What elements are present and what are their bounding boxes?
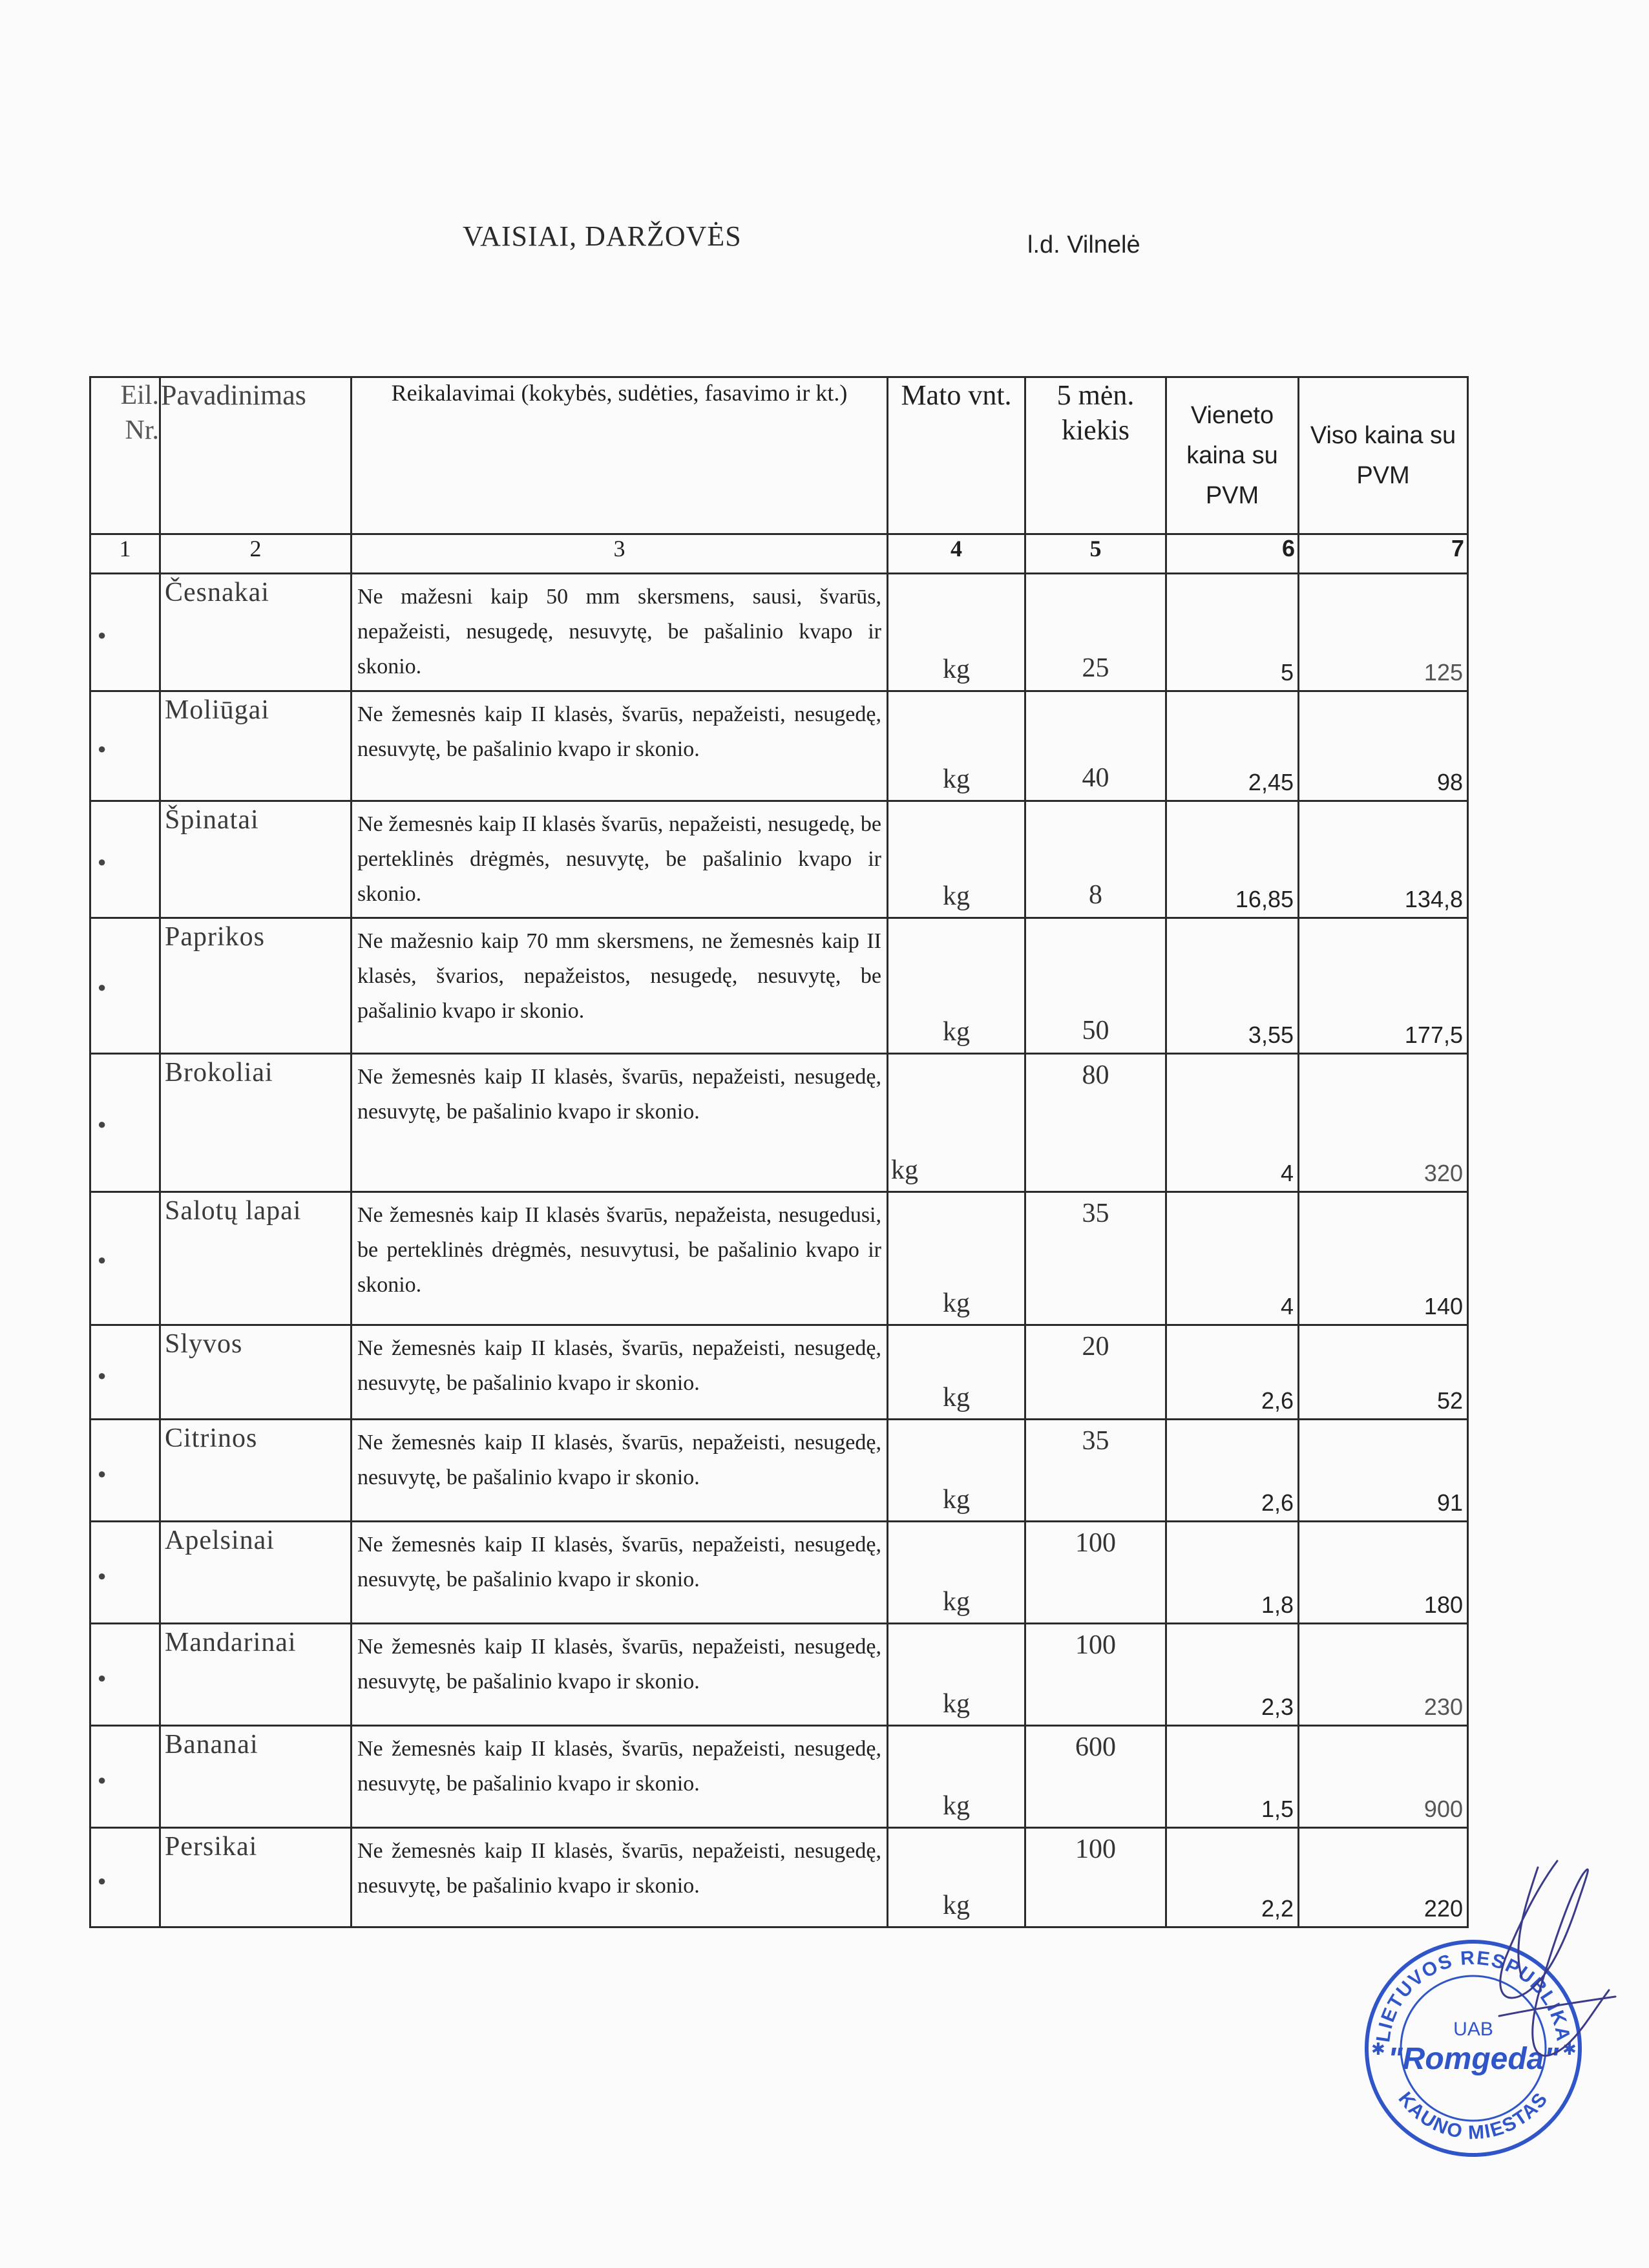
unit-price-cell [1166, 1054, 1299, 1192]
total-price-value: 900 [1423, 1796, 1463, 1822]
total-price-cell [1299, 1192, 1468, 1325]
table-row [90, 1726, 1468, 1828]
unit-value: kg [891, 1155, 918, 1185]
quantity-value: 25 [1082, 653, 1109, 683]
unit-price-value: 2,45 [1248, 769, 1294, 795]
quantity-cell [1025, 1192, 1166, 1325]
unit-cell [888, 1726, 1025, 1828]
product-requirements: Ne žemesnės kaip II klasės, švarūs, nepažeisti, nesugedę, nesuvytę, be pašalinio kvapo ir skonio. [352, 1420, 888, 1522]
product-requirements: Ne žemesnės kaip II klasės, švarūs, nepažeisti, nesugedę, nesuvytę, be pašalinio kvapo ir skonio. [352, 1325, 888, 1420]
unit-price-cell [1166, 1828, 1299, 1927]
table-row [90, 1325, 1468, 1420]
quantity-cell [1025, 801, 1166, 918]
quantity-value: 8 [1089, 880, 1102, 910]
stamp-company-name: "Romgeda" [1387, 2042, 1559, 2076]
unit-cell [888, 1624, 1025, 1726]
bullet-dot-icon: ● [98, 1465, 107, 1482]
total-price-value: 98 [1436, 769, 1463, 795]
header-requirements: Reikalavimai (kokybės, sudėties, fasavimo ir kt.) [352, 377, 888, 534]
quantity-value: 35 [1082, 1426, 1109, 1456]
table-row [90, 1522, 1468, 1624]
quantity-value: 50 [1082, 1016, 1109, 1045]
stamp-top-text: LIETUVOS RESPUBLIKA [1372, 1947, 1574, 2044]
total-price-value: 177,5 [1404, 1022, 1463, 1048]
product-name: Paprikos [160, 918, 352, 1054]
total-price-cell [1299, 1726, 1468, 1828]
quantity-value: 100 [1075, 1834, 1116, 1864]
total-price-value: 220 [1423, 1895, 1463, 1922]
organization-name: l.d. Vilnelė [1027, 231, 1140, 258]
quantity-cell [1025, 1624, 1166, 1726]
stamp-star-right-icon: ✱ [1562, 2040, 1577, 2059]
column-number-6: 6 [1166, 534, 1299, 574]
unit-value: kg [943, 1689, 970, 1719]
stamp-bottom-text: KAUNO MIESTAS [1394, 2088, 1553, 2144]
quantity-value: 600 [1075, 1732, 1116, 1762]
unit-value: kg [943, 764, 970, 794]
stamp-star-left-icon: ✱ [1371, 2040, 1385, 2059]
row-number-cell [90, 1192, 160, 1325]
unit-cell [888, 1325, 1025, 1420]
header-total-price: Viso kaina su PVM [1299, 377, 1468, 534]
row-number-cell [90, 801, 160, 918]
quantity-cell [1025, 1726, 1166, 1828]
product-requirements: Ne mažesni kaip 50 mm skersmens, sausi, švarūs, nepažeisti, nesugedę, nesuvytę, be pašalinio kvapo ir skonio. [352, 574, 888, 691]
unit-value: kg [943, 1791, 970, 1821]
bullet-dot-icon: ● [98, 1872, 107, 1889]
product-name: Citrinos [160, 1420, 352, 1522]
header-unit-price: Vieneto kaina su PVM [1166, 377, 1299, 534]
stamp-company-type: UAB [1453, 2019, 1493, 2040]
unit-price-value: 4 [1280, 1160, 1294, 1186]
unit-cell [888, 1828, 1025, 1927]
total-price-cell [1299, 574, 1468, 691]
product-requirements: Ne žemesnės kaip II klasės, švarūs, nepažeisti, nesugedę, nesuvytę, be pašalinio kvapo ir skonio. [352, 1054, 888, 1192]
row-number-cell [90, 691, 160, 801]
unit-cell [888, 1420, 1025, 1522]
quantity-value: 100 [1075, 1630, 1116, 1660]
header-name: Pavadinimas [160, 377, 352, 534]
unit-price-value: 2,2 [1261, 1895, 1294, 1922]
price-table [89, 376, 1469, 1928]
quantity-value: 100 [1075, 1528, 1116, 1558]
product-name: Česnakai [160, 574, 352, 691]
unit-value: kg [943, 1017, 970, 1047]
table-row [90, 801, 1468, 918]
total-price-value: 320 [1423, 1160, 1463, 1186]
unit-price-cell [1166, 574, 1299, 691]
unit-price-cell [1166, 1192, 1299, 1325]
product-requirements: Ne žemesnės kaip II klasės, švarūs, nepažeisti, nesugedę, nesuvytę, be pašalinio kvapo ir skonio. [352, 1726, 888, 1828]
unit-value: kg [943, 1587, 970, 1617]
unit-price-cell [1166, 918, 1299, 1054]
total-price-value: 230 [1423, 1694, 1463, 1720]
unit-price-value: 2,6 [1261, 1387, 1294, 1414]
product-name: Brokoliai [160, 1054, 352, 1192]
quantity-cell [1025, 1522, 1166, 1624]
product-requirements: Ne žemesnės kaip II klasės švarūs, nepažeista, nesugedusi, be perteklinės drėgmės, nesuvytusi, be pašalinio kvapo ir skonio. [352, 1192, 888, 1325]
total-price-cell [1299, 1420, 1468, 1522]
unit-price-value: 5 [1280, 659, 1294, 686]
table-row [90, 1420, 1468, 1522]
product-name: Persikai [160, 1828, 352, 1927]
column-number-row [90, 534, 1468, 574]
unit-value: kg [943, 1383, 970, 1412]
header-unit: Mato vnt. [888, 377, 1025, 534]
quantity-cell [1025, 1054, 1166, 1192]
total-price-value: 91 [1436, 1489, 1463, 1516]
table-row [90, 574, 1468, 691]
product-requirements: Ne žemesnės kaip II klasės, švarūs, nepažeisti, nesugedę, nesuvytę, be pašalinio kvapo ir skonio. [352, 1522, 888, 1624]
table-row [90, 691, 1468, 801]
unit-cell [888, 1522, 1025, 1624]
unit-price-value: 1,5 [1261, 1796, 1294, 1822]
unit-value: kg [943, 1891, 970, 1920]
quantity-value: 40 [1082, 763, 1109, 793]
product-name: Bananai [160, 1726, 352, 1828]
bullet-dot-icon: ● [98, 1252, 107, 1268]
unit-cell [888, 801, 1025, 918]
quantity-cell [1025, 691, 1166, 801]
product-requirements: Ne žemesnės kaip II klasės, švarūs, nepažeisti, nesugedę, nesuvytę, be pašalinio kvapo ir skonio. [352, 1624, 888, 1726]
column-number-3: 3 [352, 534, 888, 574]
handwritten-signature [1460, 1848, 1628, 2094]
unit-price-cell [1166, 1325, 1299, 1420]
unit-price-cell [1166, 1420, 1299, 1522]
row-number-cell [90, 1624, 160, 1726]
product-requirements: Ne žemesnės kaip II klasės, švarūs, nepažeisti, nesugedę, nesuvytę, be pašalinio kvapo ir skonio. [352, 1828, 888, 1927]
unit-price-value: 2,6 [1261, 1489, 1294, 1516]
row-number-cell [90, 1054, 160, 1192]
unit-price-cell [1166, 1624, 1299, 1726]
bullet-dot-icon: ● [98, 1771, 107, 1788]
total-price-cell [1299, 801, 1468, 918]
column-number-7: 7 [1299, 534, 1468, 574]
unit-cell [888, 1054, 1025, 1192]
quantity-cell [1025, 918, 1166, 1054]
total-price-cell [1299, 1054, 1468, 1192]
bullet-dot-icon: ● [98, 854, 107, 870]
bullet-dot-icon: ● [98, 1115, 107, 1132]
header-eil-nr [90, 377, 160, 534]
quantity-cell [1025, 1420, 1166, 1522]
total-price-cell [1299, 1828, 1468, 1927]
quantity-value: 80 [1082, 1060, 1109, 1090]
unit-price-value: 16,85 [1235, 886, 1294, 912]
product-requirements: Ne mažesnio kaip 70 mm skersmens, ne žemesnės kaip II klasės, švarios, nepažeistos, nesugedę, nesuvytę, be pašalinio kvapo ir skonio. [352, 918, 888, 1054]
total-price-value: 134,8 [1404, 886, 1463, 912]
table-row [90, 1828, 1468, 1927]
unit-value: kg [943, 655, 970, 684]
quantity-value: 20 [1082, 1332, 1109, 1361]
product-name: Moliūgai [160, 691, 352, 801]
column-number-4: 4 [888, 534, 1025, 574]
unit-price-cell [1166, 691, 1299, 801]
table-row [90, 1624, 1468, 1726]
row-number-cell [90, 574, 160, 691]
product-name: Salotų lapai [160, 1192, 352, 1325]
total-price-value: 125 [1423, 659, 1463, 686]
bullet-dot-icon: ● [98, 1669, 107, 1686]
total-price-cell [1299, 1624, 1468, 1726]
unit-value: kg [943, 1288, 970, 1318]
total-price-cell [1299, 918, 1468, 1054]
quantity-value: 35 [1082, 1199, 1109, 1228]
table-row [90, 1054, 1468, 1192]
header-eil-line1: Eil. [120, 381, 159, 410]
unit-cell [888, 691, 1025, 801]
total-price-value: 180 [1423, 1591, 1463, 1618]
table-row [90, 918, 1468, 1054]
row-number-cell [90, 1325, 160, 1420]
quantity-cell [1025, 1828, 1166, 1927]
bullet-dot-icon: ● [98, 626, 107, 643]
header-eil-line2: Nr. [125, 415, 159, 445]
product-name: Špinatai [160, 801, 352, 918]
total-price-cell [1299, 1522, 1468, 1624]
bullet-dot-icon: ● [98, 979, 107, 996]
column-number-2: 2 [160, 534, 352, 574]
bullet-dot-icon: ● [98, 1367, 107, 1384]
total-price-value: 140 [1423, 1293, 1463, 1319]
unit-price-value: 2,3 [1261, 1694, 1294, 1720]
row-number-cell [90, 1828, 160, 1927]
product-requirements: Ne žemesnės kaip II klasės, švarūs, nepažeisti, nesugedę, nesuvytę, be pašalinio kvapo ir skonio. [352, 691, 888, 801]
product-name: Mandarinai [160, 1624, 352, 1726]
row-number-cell [90, 1522, 160, 1624]
signature-stroke [1499, 1861, 1615, 2056]
table-header-row [90, 377, 1468, 534]
total-price-value: 52 [1436, 1387, 1463, 1414]
unit-cell [888, 1192, 1025, 1325]
column-number-5: 5 [1025, 534, 1166, 574]
unit-price-value: 1,8 [1261, 1591, 1294, 1618]
unit-price-value: 3,55 [1248, 1022, 1294, 1048]
bullet-dot-icon: ● [98, 740, 107, 757]
unit-cell [888, 574, 1025, 691]
unit-price-cell [1166, 1726, 1299, 1828]
product-name: Slyvos [160, 1325, 352, 1420]
row-number-cell [90, 1420, 160, 1522]
column-number-1: 1 [90, 534, 160, 574]
quantity-cell [1025, 1325, 1166, 1420]
row-number-cell [90, 918, 160, 1054]
table-row [90, 1192, 1468, 1325]
quantity-cell [1025, 574, 1166, 691]
unit-price-cell [1166, 1522, 1299, 1624]
unit-price-cell [1166, 801, 1299, 918]
bullet-dot-icon: ● [98, 1567, 107, 1584]
unit-cell [888, 918, 1025, 1054]
unit-price-value: 4 [1280, 1293, 1294, 1319]
header-quantity: 5 mėn. kiekis [1025, 377, 1166, 534]
total-price-cell [1299, 691, 1468, 801]
row-number-cell [90, 1726, 160, 1828]
document-title: VAISIAI, DARŽOVĖS [463, 220, 742, 252]
product-name: Apelsinai [160, 1522, 352, 1624]
total-price-cell [1299, 1325, 1468, 1420]
unit-value: kg [943, 1485, 970, 1515]
unit-value: kg [943, 881, 970, 911]
product-requirements: Ne žemesnės kaip II klasės švarūs, nepažeisti, nesugedę, be perteklinės drėgmės, nesuvytę, be pašalinio kvapo ir skonio. [352, 801, 888, 918]
